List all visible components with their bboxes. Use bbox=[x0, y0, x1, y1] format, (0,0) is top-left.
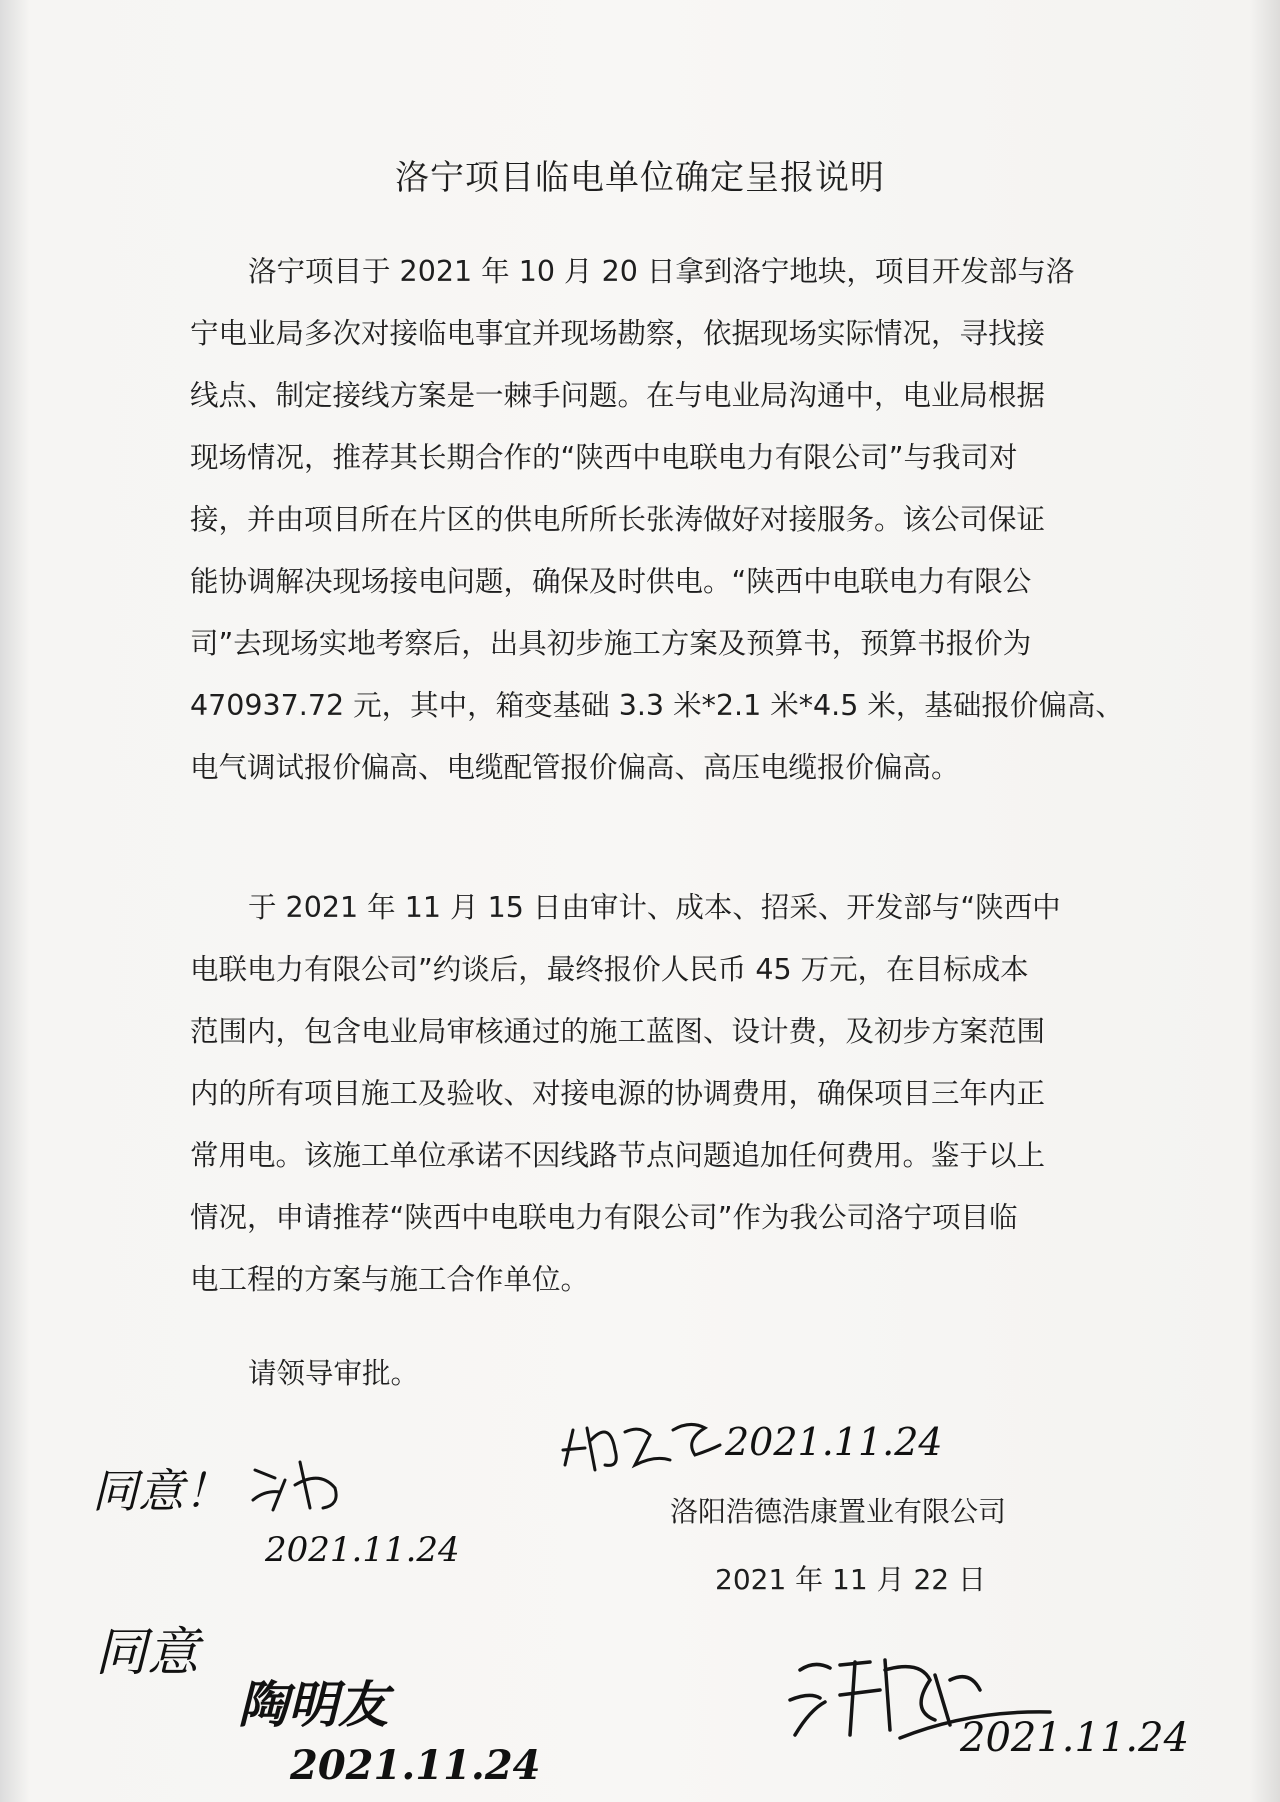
text-line: 接，并由项目所在片区的供电所所长张涛做好对接服务。该公司保证 bbox=[190, 503, 1046, 536]
text-line: 电联电力有限公司”约谈后，最终报价人民币 45 万元，在目标成本 bbox=[190, 953, 1029, 986]
text-line: 电气调试报价偏高、电缆配管报价偏高、高压电缆报价偏高。 bbox=[190, 751, 960, 784]
text-line: 470937.72 元，其中，箱变基础 3.3 米*2.1 米*4.5 米，基础报价偏高、 bbox=[190, 689, 1124, 722]
handwritten-signature-top bbox=[555, 1410, 725, 1480]
document-date: 2021 年 11 月 22 日 bbox=[715, 1563, 987, 1596]
handwritten-signature-left-1 bbox=[245, 1450, 355, 1520]
text-line: 内的所有项目施工及验收、对接电源的协调费用，确保项目三年内正 bbox=[190, 1077, 1046, 1110]
text-line: 电工程的方案与施工合作单位。 bbox=[190, 1263, 590, 1296]
handwritten-approver-name: 陶明友 bbox=[238, 1675, 388, 1734]
text-line: 司”去现场实地考察后，出具初步施工方案及预算书，预算书报价为 bbox=[190, 627, 1032, 660]
text-line: 洛宁项目于 2021 年 10 月 20 日拿到洛宁地块，项目开发部与洛 bbox=[248, 255, 1075, 288]
handwritten-date-bottom-right: 2021.11.24 bbox=[960, 1715, 1190, 1761]
handwritten-date-top: 2021.11.24 bbox=[725, 1420, 943, 1464]
text-line: 请领导审批。 bbox=[248, 1357, 420, 1390]
text-line: 线点、制定接线方案是一棘手问题。在与电业局沟通中，电业局根据 bbox=[190, 379, 1046, 412]
company-name: 洛阳浩德浩康置业有限公司 bbox=[670, 1495, 1007, 1528]
text-line: 常用电。该施工单位承诺不因线路节点问题追加任何费用。鉴于以上 bbox=[190, 1139, 1046, 1172]
text-line: 现场情况，推荐其长期合作的“陕西中电联电力有限公司”与我司对 bbox=[190, 441, 1018, 474]
text-line: 情况，申请推荐“陕西中电联电力有限公司”作为我公司洛宁项目临 bbox=[190, 1201, 1018, 1234]
text-line: 范围内，包含电业局审核通过的施工蓝图、设计费，及初步方案范围 bbox=[190, 1015, 1046, 1048]
handwritten-date-left-2: 2021.11.24 bbox=[290, 1742, 541, 1789]
document-title: 洛宁项目临电单位确定呈报说明 bbox=[395, 158, 885, 198]
handwritten-approval-2: 同意 bbox=[95, 1623, 200, 1683]
handwritten-approval-1: 同意！ bbox=[92, 1464, 230, 1518]
text-line: 于 2021 年 11 月 15 日由审计、成本、招采、开发部与“陕西中 bbox=[248, 891, 1061, 924]
handwritten-date-left-1: 2021.11.24 bbox=[265, 1530, 460, 1570]
text-line: 宁电业局多次对接临电事宜并现场勘察，依据现场实际情况，寻找接 bbox=[190, 317, 1046, 350]
text-line: 能协调解决现场接电问题，确保及时供电。“陕西中电联电力有限公 bbox=[190, 565, 1032, 598]
